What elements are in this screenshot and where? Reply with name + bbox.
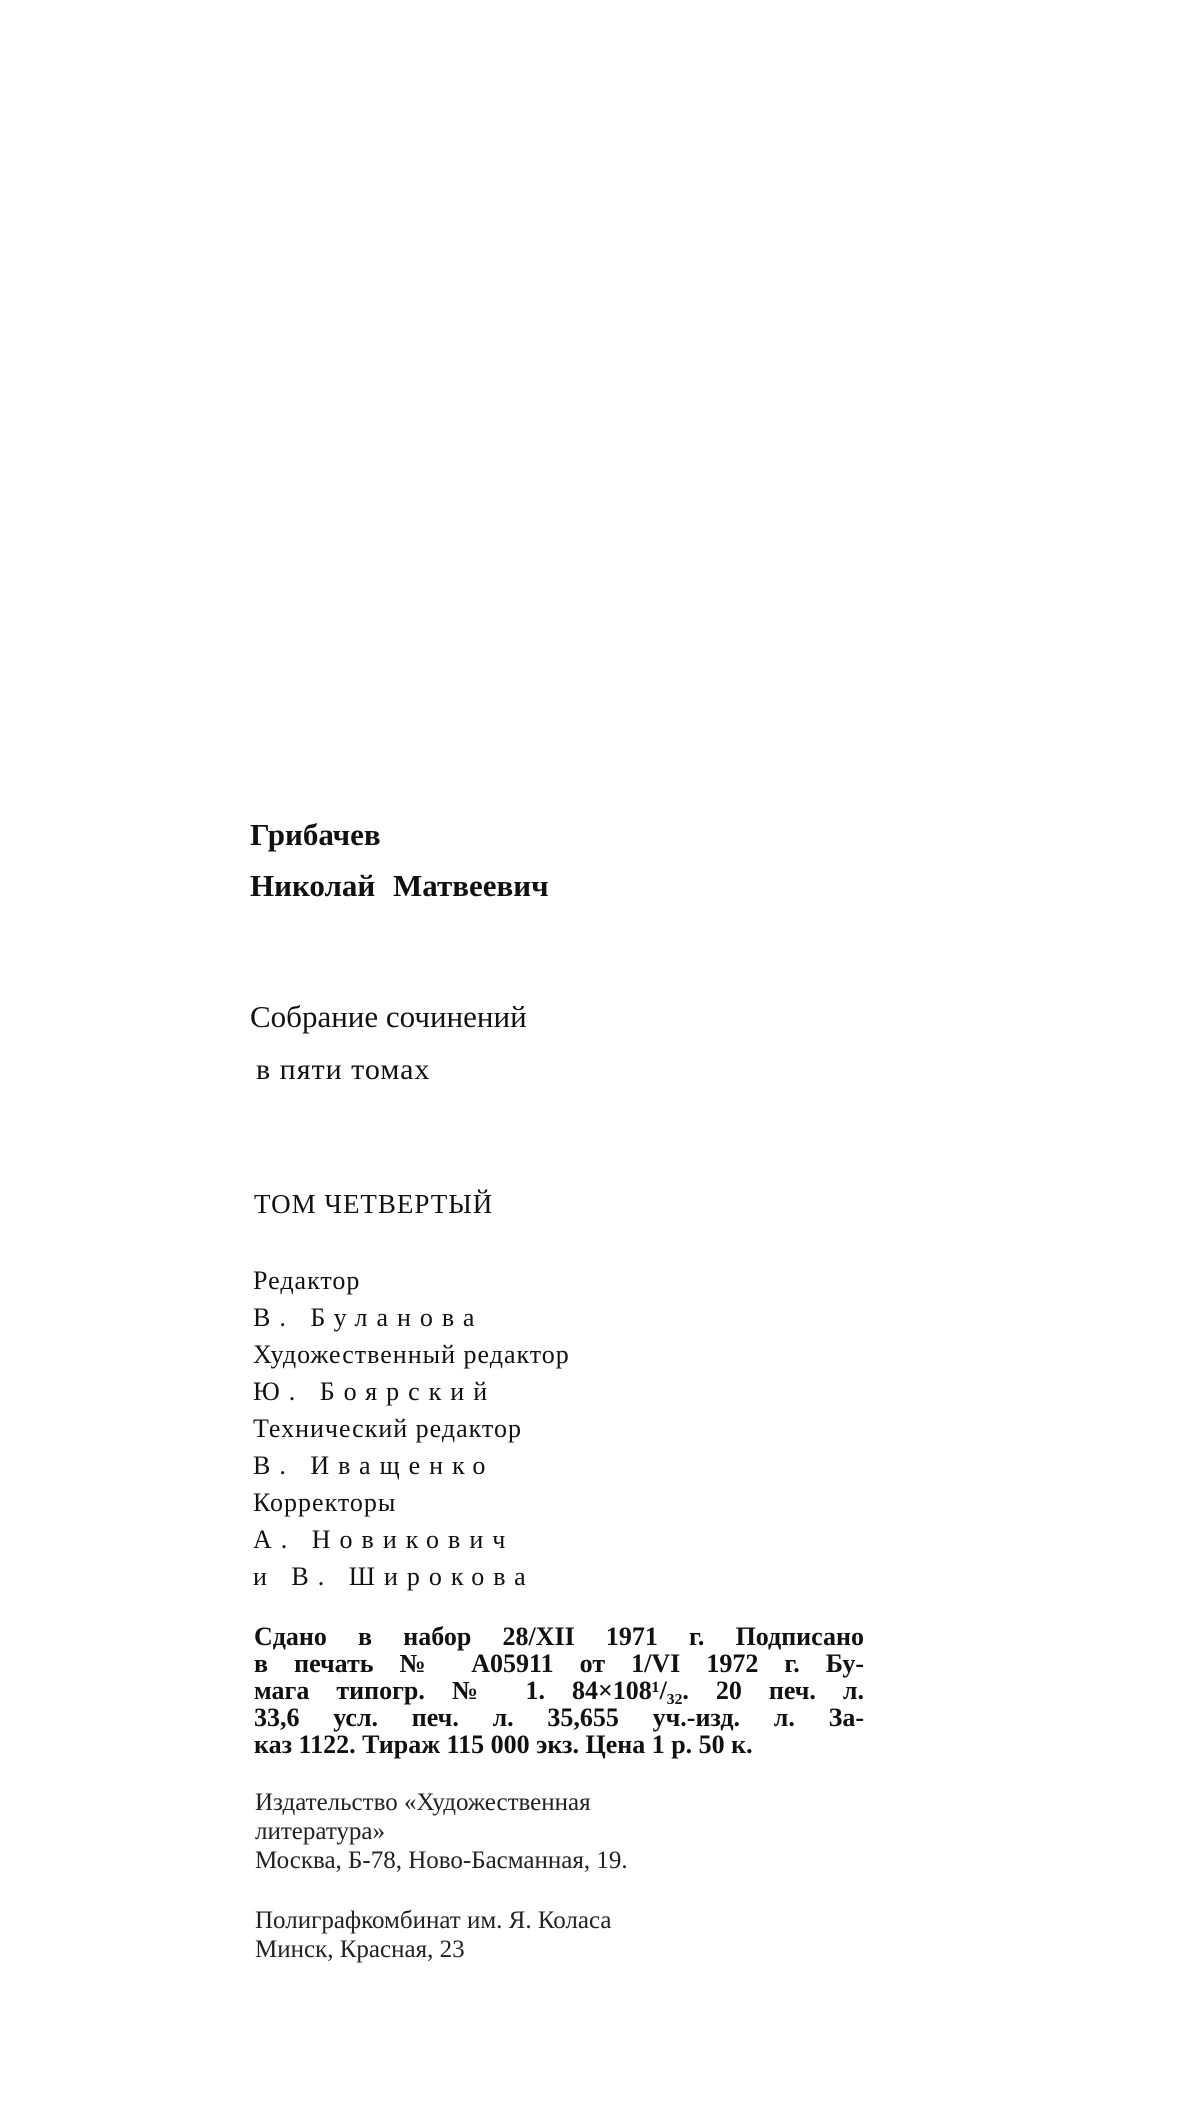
imprint-details [254, 1623, 864, 1758]
credit-person-editor: В. Буланова [253, 1303, 484, 1332]
credit-person-tech-editor: В. Иващенко [253, 1451, 495, 1480]
credit-person-proofreader-1: А. Новикович [253, 1525, 515, 1554]
credit-role-art-editor: Художественный редактор [253, 1340, 570, 1369]
imprint-line: в печать № А05911 от 1/VI 1972 г. Бу- [254, 1649, 864, 1678]
credits-list [253, 1262, 893, 1595]
work-subtitle: в пяти томах [256, 1053, 431, 1086]
author-name: Николай Матвеевич [250, 868, 549, 903]
imprint-line: мага типогр. № 1. 84×108¹/₃₂. 20 печ. л. [254, 1676, 864, 1705]
imprint-line: каз 1122. Тираж 115 000 экз. Цена 1 р. 50 к. [254, 1730, 753, 1759]
credit-role-tech-editor: Технический редактор [253, 1414, 522, 1443]
publisher-info [255, 1788, 895, 1875]
credit-role-editor: Редактор [253, 1266, 361, 1295]
volume-label: ТОМ ЧЕТВЕРТЫЙ [254, 1189, 494, 1219]
author-surname: Грибачев [250, 817, 381, 852]
printer-name: Полиграфкомбинат им. Я. Коласа [255, 1907, 612, 1934]
publisher-address: Москва, Б-78, Ново-Басманная, 19. [255, 1847, 628, 1874]
printer-address: Минск, Красная, 23 [255, 1936, 465, 1963]
work-title: Собрание сочинений [250, 999, 527, 1034]
publisher-name: Издательство «Художественная [255, 1789, 591, 1816]
publisher-name-cont: литература» [255, 1818, 386, 1845]
imprint-line: Сдано в набор 28/XII 1971 г. Подписано [254, 1622, 864, 1651]
credit-person-art-editor: Ю. Боярский [253, 1377, 497, 1406]
credit-person-proofreader-2: и В. Широкова [253, 1562, 535, 1591]
imprint-line: 33,6 усл. печ. л. 35,655 уч.-изд. л. За- [254, 1703, 864, 1732]
credit-role-proofreaders: Корректоры [253, 1488, 397, 1517]
printer-info [255, 1906, 895, 1964]
